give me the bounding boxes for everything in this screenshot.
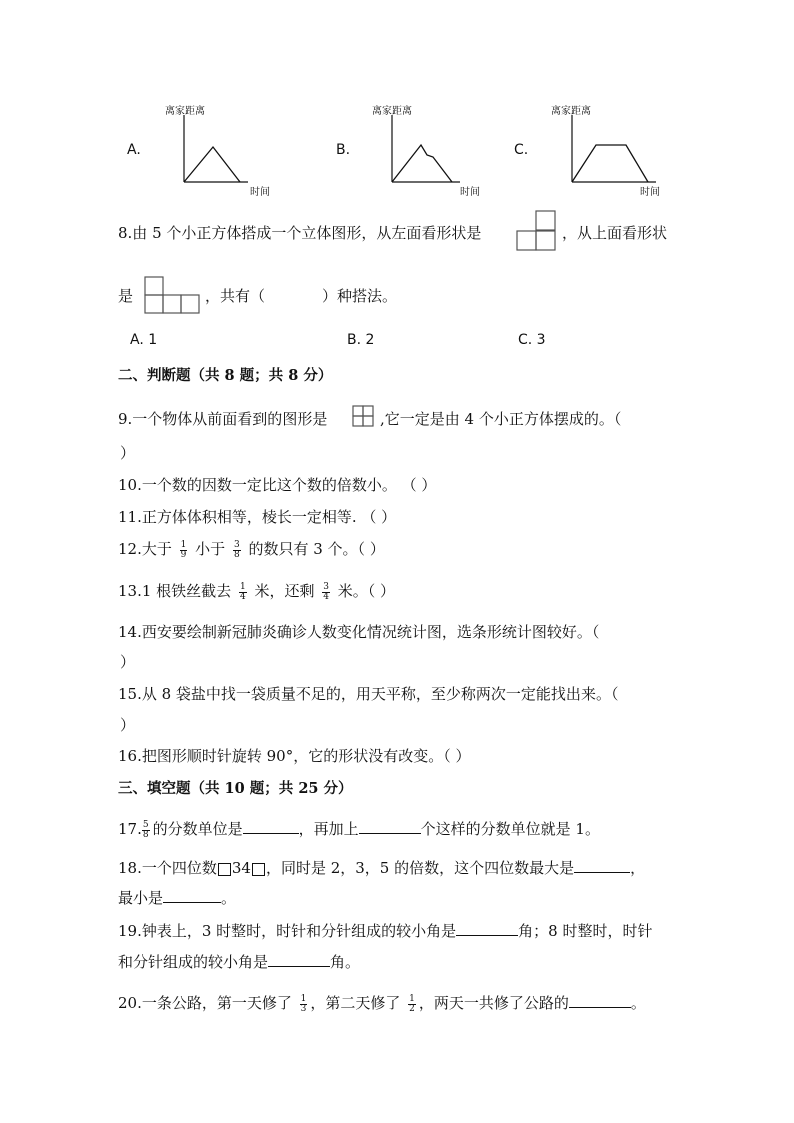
fraction bbox=[300, 995, 308, 1014]
numerator: 1 bbox=[239, 581, 246, 592]
q9-text-c: ） bbox=[120, 444, 136, 462]
q13-text-b: 米，还剩 bbox=[254, 582, 315, 600]
question-8-line-1 bbox=[118, 222, 481, 243]
question-10: 10.一个数的因数一定比这个数的倍数小。 （ ） bbox=[118, 476, 437, 494]
graph-y-label: 离家距离 bbox=[551, 106, 591, 117]
numerator: 3 bbox=[323, 581, 329, 592]
question-20 bbox=[118, 992, 646, 1014]
q8-option-b: B. 2 bbox=[347, 332, 375, 348]
q18-text-a: 18.一个四位数 bbox=[118, 859, 217, 877]
q12-text-a: 12.大于 bbox=[118, 540, 172, 558]
section-3-heading: 三、填空题（共 10 题；共 25 分） bbox=[118, 780, 353, 797]
numerator: 3 bbox=[233, 539, 240, 550]
fraction bbox=[142, 821, 150, 840]
option-letter: C. bbox=[514, 142, 529, 158]
question-19 bbox=[118, 920, 652, 941]
answer-blank[interactable] bbox=[574, 871, 630, 873]
q20-text-b: ，第二天修了 bbox=[310, 994, 401, 1012]
denominator: 8 bbox=[233, 549, 240, 560]
q17-text-d: 个这样的分数单位就是 1。 bbox=[420, 820, 600, 838]
q8-option-c: C. 3 bbox=[518, 332, 546, 348]
numerator: 1 bbox=[409, 993, 415, 1004]
q18-text-d: ， bbox=[630, 859, 646, 877]
graph-x-label: 时间 bbox=[250, 187, 270, 198]
q18-text-f: 。 bbox=[221, 889, 237, 907]
q8-text-b: ，从上面看形状 bbox=[562, 224, 668, 242]
empty-digit-box bbox=[218, 863, 231, 876]
q17-text-b: 的分数单位是 bbox=[152, 820, 243, 838]
denominator: 8 bbox=[142, 829, 149, 840]
q18-text-b: 34 bbox=[231, 859, 251, 877]
answer-blank[interactable] bbox=[163, 901, 221, 903]
option-letter: B. bbox=[336, 142, 351, 158]
fraction bbox=[408, 995, 416, 1014]
question-12 bbox=[118, 538, 385, 560]
question-18 bbox=[118, 857, 645, 878]
numerator: 5 bbox=[142, 819, 149, 830]
question-15-close: ） bbox=[120, 716, 136, 734]
q19-text-b: 角；8 时整时，时针 bbox=[518, 922, 653, 940]
q12-text-c: 的数只有 3 个。（ ） bbox=[248, 540, 385, 558]
answer-blank[interactable] bbox=[243, 832, 299, 834]
question-18-line-2 bbox=[118, 887, 236, 908]
answer-blank[interactable] bbox=[359, 832, 421, 834]
q20-text-a: 20.一条公路，第一天修了 bbox=[118, 994, 292, 1012]
empty-digit-box bbox=[252, 863, 265, 876]
numerator: 1 bbox=[300, 993, 307, 1004]
denominator: 3 bbox=[300, 1003, 307, 1014]
q20-text-c: ，两天一共修了公路的 bbox=[418, 994, 569, 1012]
fraction bbox=[180, 541, 188, 560]
question-15: 15.从 8 袋盐中找一袋质量不足的，用天平称，至少称两次一定能找出来。（ bbox=[118, 685, 619, 703]
front-view-shape bbox=[352, 405, 376, 429]
denominator: 4 bbox=[239, 591, 246, 602]
q8-text-d: ，共有（ bbox=[205, 287, 266, 305]
q12-text-b: 小于 bbox=[195, 540, 226, 558]
graph-x-label: 时间 bbox=[640, 187, 660, 198]
question-17 bbox=[118, 818, 600, 840]
answer-blank[interactable] bbox=[456, 934, 518, 936]
q18-text-c: ，同时是 2，3，5 的倍数，这个四位数最大是 bbox=[265, 859, 575, 877]
q9-text-b: ,它一定是由 4 个小正方体摆成的。（ bbox=[380, 410, 622, 428]
q13-text-c: 米。（ ） bbox=[337, 582, 396, 600]
fraction bbox=[233, 541, 241, 560]
graph-x-label: 时间 bbox=[460, 187, 480, 198]
question-14-close: ） bbox=[120, 653, 136, 671]
q19-text-d: 角。 bbox=[330, 953, 361, 971]
graph-y-label: 离家距离 bbox=[165, 106, 205, 117]
option-letter: A. bbox=[127, 142, 141, 158]
q8-text-c: 是 bbox=[118, 287, 134, 305]
numerator: 1 bbox=[180, 539, 187, 550]
q19-text-c: 和分针组成的较小角是 bbox=[118, 953, 269, 971]
q20-text-d: 。 bbox=[630, 994, 646, 1012]
q17-text-c: ，再加上 bbox=[298, 820, 359, 838]
denominator: 4 bbox=[323, 591, 329, 602]
q8-text: 8.由 5 个小正方体搭成一个立体图形，从左面看形状是 bbox=[118, 224, 482, 242]
section-2-heading: 二、判断题（共 8 题；共 8 分） bbox=[118, 367, 333, 384]
question-13 bbox=[118, 580, 395, 602]
graph-b bbox=[388, 115, 463, 185]
question-19-line-2 bbox=[118, 951, 360, 972]
top-view-shape bbox=[143, 276, 203, 316]
fraction bbox=[239, 583, 247, 602]
graph-y-label: 离家距离 bbox=[372, 106, 412, 117]
q18-text-e: 最小是 bbox=[118, 889, 164, 907]
question-11: 11.正方体体积相等，棱长一定相等. （ ） bbox=[118, 508, 397, 526]
q9-text-a: 9.一个物体从前面看到的图形是 bbox=[118, 410, 328, 428]
fraction bbox=[322, 583, 330, 602]
q17-text-a: 17. bbox=[118, 820, 142, 838]
question-14: 14.西安要绘制新冠肺炎确诊人数变化情况统计图，选条形统计图较好。（ bbox=[118, 623, 600, 641]
answer-blank[interactable] bbox=[268, 965, 330, 967]
q19-text-a: 19.钟表上，3 时整时，时针和分针组成的较小角是 bbox=[118, 922, 457, 940]
denominator: 9 bbox=[180, 549, 187, 560]
denominator: 2 bbox=[409, 1003, 415, 1014]
left-view-shape bbox=[515, 210, 557, 252]
q8-text-e: ）种搭法。 bbox=[322, 287, 398, 305]
q8-option-a: A. 1 bbox=[130, 332, 158, 348]
q13-text-a: 13.1 根铁丝截去 bbox=[118, 582, 232, 600]
graph-a bbox=[180, 115, 250, 185]
answer-blank[interactable] bbox=[569, 1006, 631, 1008]
question-16: 16.把图形顺时针旋转 90°，它的形状没有改变。（ ） bbox=[118, 747, 471, 765]
graph-c bbox=[568, 115, 658, 185]
